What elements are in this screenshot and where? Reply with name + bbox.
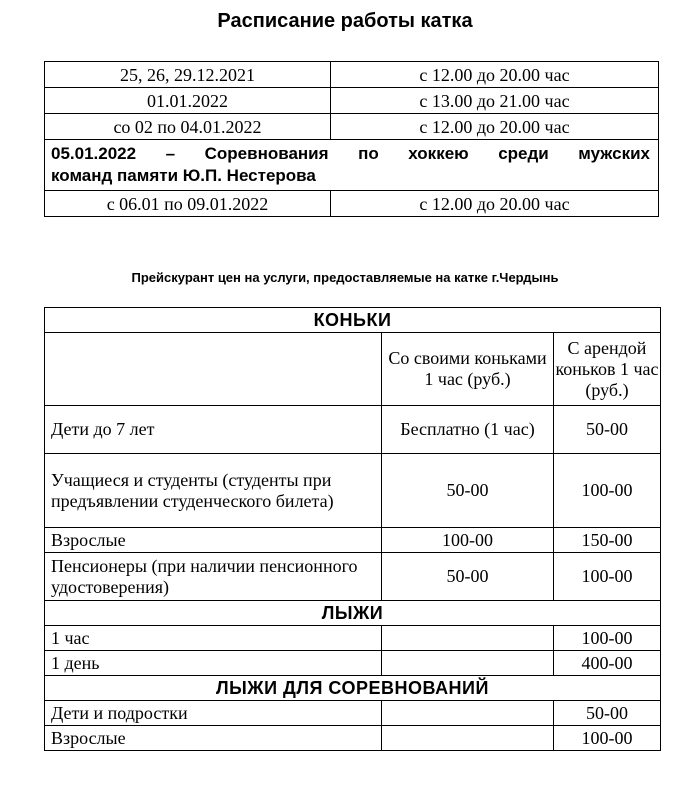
schedule-event	[45, 140, 659, 191]
schedule-dates: с 06.01 по 09.01.2022	[45, 191, 331, 217]
price-category: 1 день	[45, 651, 382, 676]
price-category: Дети и подростки	[45, 701, 382, 726]
price-row	[45, 553, 661, 601]
schedule-row	[45, 62, 659, 88]
col-own-skates: Со своими коньками 1 час (руб.)	[382, 333, 554, 406]
schedule-row	[45, 114, 659, 140]
price-category: Взрослые	[45, 528, 382, 553]
price-own: Бесплатно (1 час)	[382, 406, 554, 454]
empty-cell	[382, 726, 554, 751]
price-row	[45, 528, 661, 553]
price-row	[45, 454, 661, 528]
price-rent: 150-00	[554, 528, 661, 553]
schedule-event-row	[45, 140, 659, 191]
section-race-skis: ЛЫЖИ ДЛЯ СОРЕВНОВАНИЙ	[45, 676, 661, 701]
empty-cell	[382, 626, 554, 651]
price-category: Дети до 7 лет	[45, 406, 382, 454]
section-skis: ЛЫЖИ	[45, 601, 661, 626]
price-row	[45, 626, 661, 651]
schedule-hours: с 12.00 до 20.00 час	[331, 114, 659, 140]
schedule-row	[45, 191, 659, 217]
price-value: 50-00	[554, 701, 661, 726]
price-category: Пенсионеры (при наличии пенсионного удостоверения)	[45, 553, 382, 601]
price-category: Учащиеся и студенты (студенты при предъявлении студенческого билета)	[45, 454, 382, 528]
header-empty-cell	[45, 333, 382, 406]
price-value: 100-00	[554, 626, 661, 651]
price-rent: 50-00	[554, 406, 661, 454]
schedule-dates: со 02 по 04.01.2022	[45, 114, 331, 140]
schedule-dates: 25, 26, 29.12.2021	[45, 62, 331, 88]
price-header-row	[45, 333, 661, 406]
schedule-event-line2: команд памяти Ю.П. Нестерова	[51, 166, 316, 185]
price-value: 400-00	[554, 651, 661, 676]
price-own: 100-00	[382, 528, 554, 553]
price-rent: 100-00	[554, 454, 661, 528]
empty-cell	[382, 701, 554, 726]
price-list-title: Прейскурант цен на услуги, предоставляемые на катке г.Чердынь	[131, 270, 559, 285]
price-table	[44, 307, 661, 751]
price-row	[45, 651, 661, 676]
schedule-hours: с 12.00 до 20.00 час	[331, 62, 659, 88]
price-category: Взрослые	[45, 726, 382, 751]
schedule-hours: с 13.00 до 21.00 час	[331, 88, 659, 114]
schedule-hours: с 12.00 до 20.00 час	[331, 191, 659, 217]
price-rent: 100-00	[554, 553, 661, 601]
price-value: 100-00	[554, 726, 661, 751]
price-category: 1 час	[45, 626, 382, 651]
price-row	[45, 726, 661, 751]
schedule-event-line1: 05.01.2022 – Соревнования по хоккею среди мужских	[51, 144, 650, 163]
price-own: 50-00	[382, 553, 554, 601]
schedule-title: Расписание работы катка	[217, 10, 473, 32]
price-row	[45, 701, 661, 726]
schedule-row	[45, 88, 659, 114]
empty-cell	[382, 651, 554, 676]
schedule-dates: 01.01.2022	[45, 88, 331, 114]
price-own: 50-00	[382, 454, 554, 528]
price-row	[45, 406, 661, 454]
schedule-table	[44, 61, 659, 217]
col-rent-skates: С арендой коньков 1 час (руб.)	[554, 333, 661, 406]
section-skates: КОНЬКИ	[45, 308, 661, 333]
